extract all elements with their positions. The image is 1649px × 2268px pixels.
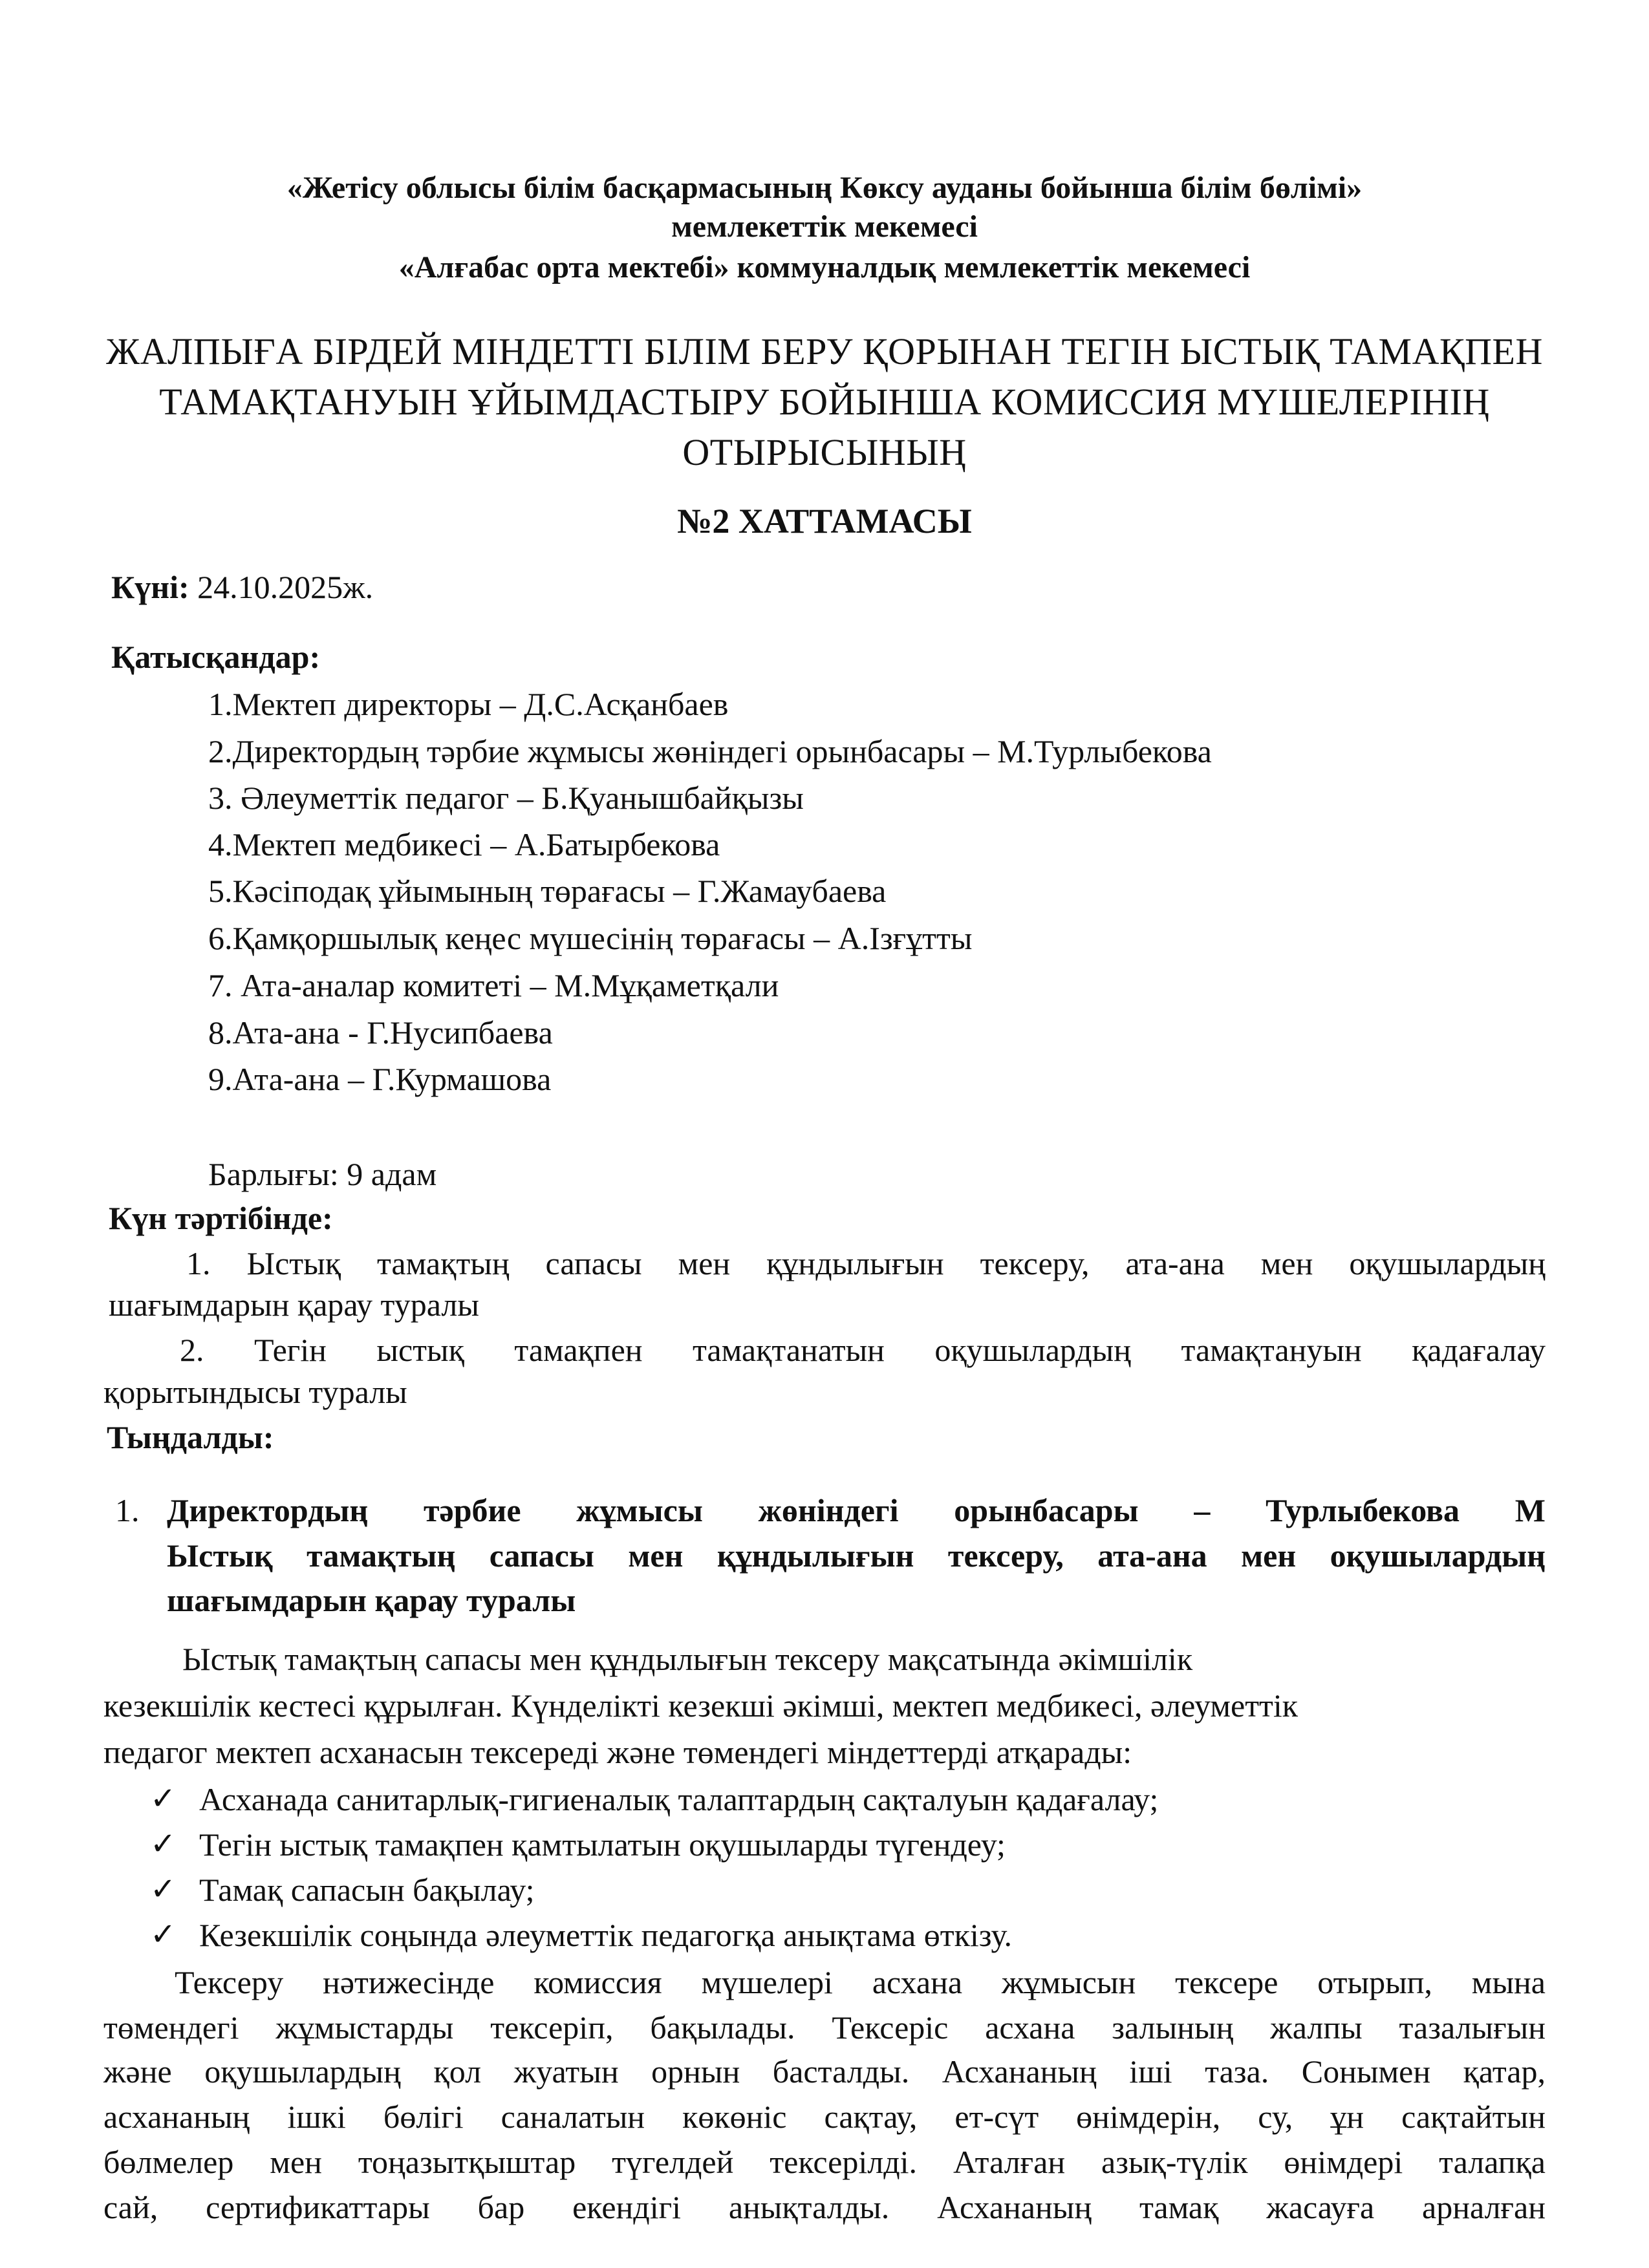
agenda-item-1-line-1: 1. Ыстық тамақтың сапасы мен құндылығын тексеру, ата-ана мен оқушылардың — [186, 1245, 1546, 1281]
checkmark-icon: ✓ — [150, 1872, 177, 1907]
body-paragraph-2-line-5: бөлмелер мен тоңазытқыштар түгелдей тексерілді. Аталған азық-түлік өнімдері талапқа — [103, 2144, 1546, 2180]
document-title-line-1: ЖАЛПЫҒА БІРДЕЙ МІНДЕТТІ БІЛІМ БЕРУ ҚОРЫНАН ТЕГІН ЫСТЫҚ ТАМАҚПЕН — [106, 330, 1543, 372]
agenda-item-2-line-1: 2. Тегін ыстық тамақпен тамақтанатын оқушылардың тамақтануын қадағалау — [180, 1332, 1546, 1368]
checkmark-icon: ✓ — [150, 1918, 177, 1952]
participant-item: 8.Ата-ана - Г.Нусипбаева — [208, 1014, 553, 1051]
document-title-line-2: ТАМАҚТАНУЫН ҰЙЫМДАСТЫРУ БОЙЫНША КОМИССИЯ МҮШЕЛЕРІНІҢ — [159, 381, 1490, 423]
body-paragraph-1-line-2: кезекшілік кестесі құрылған. Күнделікті кезекші әкімші, мектеп медбикесі, әлеуметтік — [103, 1687, 1299, 1724]
body-paragraph-1-line-1: Ыстық тамақтың сапасы мен құндылығын тексеру мақсатында әкімшілік — [182, 1641, 1193, 1677]
date-label: Күні: — [111, 569, 189, 605]
participant-item: 4.Мектеп медбикесі – А.Батырбекова — [208, 826, 720, 862]
agenda-item-1-line-2: шағымдарын қарау туралы — [109, 1287, 479, 1323]
school-header: «Алғабас орта мектебі» коммуналдық мемлекеттік мекемесі — [398, 250, 1251, 284]
duty-item: Кезекшілік соңында әлеуметтік педагогқа анықтама өткізу. — [199, 1917, 1012, 1953]
participant-item: 2.Директордың тәрбие жұмысы жөніндегі орынбасары – М.Турлыбекова — [208, 733, 1212, 769]
document-title-line-3: ОТЫРЫСЫНЫҢ — [682, 431, 967, 473]
organization-header-line-2: мемлекеттік мекемесі — [671, 209, 978, 244]
body-paragraph-2-line-1: Тексеру нәтижесінде комиссия мүшелері асхана жұмысын тексере отырып, мына — [175, 1964, 1546, 2000]
listened-heading: Тыңдалды: — [107, 1419, 274, 1455]
participant-item: 5.Кәсіподақ ұйымының төрағасы – Г.Жамаубаева — [208, 873, 887, 909]
listened-speaker-line-1: Директордың тәрбие жұмысы жөніндегі орынбасары – Турлыбекова М — [167, 1492, 1546, 1528]
organization-header-line-1: «Жетісу облысы білім басқармасының Көксу ауданы бойынша білім бөлімі» — [286, 171, 1363, 205]
agenda-item-2-line-2: қорытындысы туралы — [103, 1374, 407, 1410]
participant-item: 7. Ата-аналар комитеті – М.Мұқаметқали — [208, 967, 779, 1003]
body-paragraph-1-line-3: педагог мектеп асханасын тексереді және төмендегі міндеттерді атқарады: — [103, 1734, 1132, 1770]
duty-item: Тегін ыстық тамақпен қамтылатын оқушыларды түгендеу; — [199, 1826, 1006, 1863]
duty-item: Асханада санитарлық-гигиеналық талаптардың сақталуын қадағалау; — [199, 1781, 1159, 1817]
agenda-heading: Күн тәртібінде: — [109, 1200, 333, 1236]
body-paragraph-2-line-6: сай, сертификаттары бар екендігі анықталды. Асхананың тамақ жасауға арналған — [103, 2189, 1546, 2225]
listened-speaker-line-2: Ыстық тамақтың сапасы мен құндылығын тексеру, ата-ана мен оқушылардың — [167, 1537, 1546, 1574]
checkmark-icon: ✓ — [150, 1827, 177, 1861]
meeting-date — [111, 567, 373, 607]
participants-total: Барлығы: 9 адам — [208, 1156, 437, 1192]
checkmark-icon: ✓ — [150, 1782, 177, 1816]
body-paragraph-2-line-3: және оқушылардың қол жуатын орнын басталды. Асхананың іші таза. Сонымен қатар, — [103, 2053, 1546, 2090]
duty-item: Тамақ сапасын бақылау; — [199, 1872, 535, 1908]
listened-speaker-line-3: шағымдарын қарау туралы — [167, 1582, 576, 1618]
participant-item: 1.Мектеп директоры – Д.С.Асқанбаев — [208, 686, 729, 722]
listened-item-number: 1. — [115, 1492, 140, 1528]
protocol-number: №2 ХАТТАМАСЫ — [677, 502, 972, 540]
date-value: 24.10.2025ж. — [189, 569, 374, 605]
body-paragraph-2-line-4: асхананың ішкі бөлігі саналатын көкөніс сақтау, ет-сүт өнімдерін, су, ұн сақтайтын — [103, 2099, 1546, 2135]
participant-item: 6.Қамқоршылық кеңес мүшесінің төрағасы – А.Ізғұтты — [208, 920, 973, 956]
participant-item: 9.Ата-ана – Г.Курмашова — [208, 1061, 552, 1097]
participant-item: 3. Әлеуметтік педагог – Б.Қуанышбайқызы — [208, 780, 804, 816]
body-paragraph-2-line-2: төмендегі жұмыстарды тексеріп, бақылады. Тексеріс асхана залының жалпы тазалығын — [103, 2009, 1546, 2046]
participants-heading: Қатысқандар: — [111, 639, 321, 675]
